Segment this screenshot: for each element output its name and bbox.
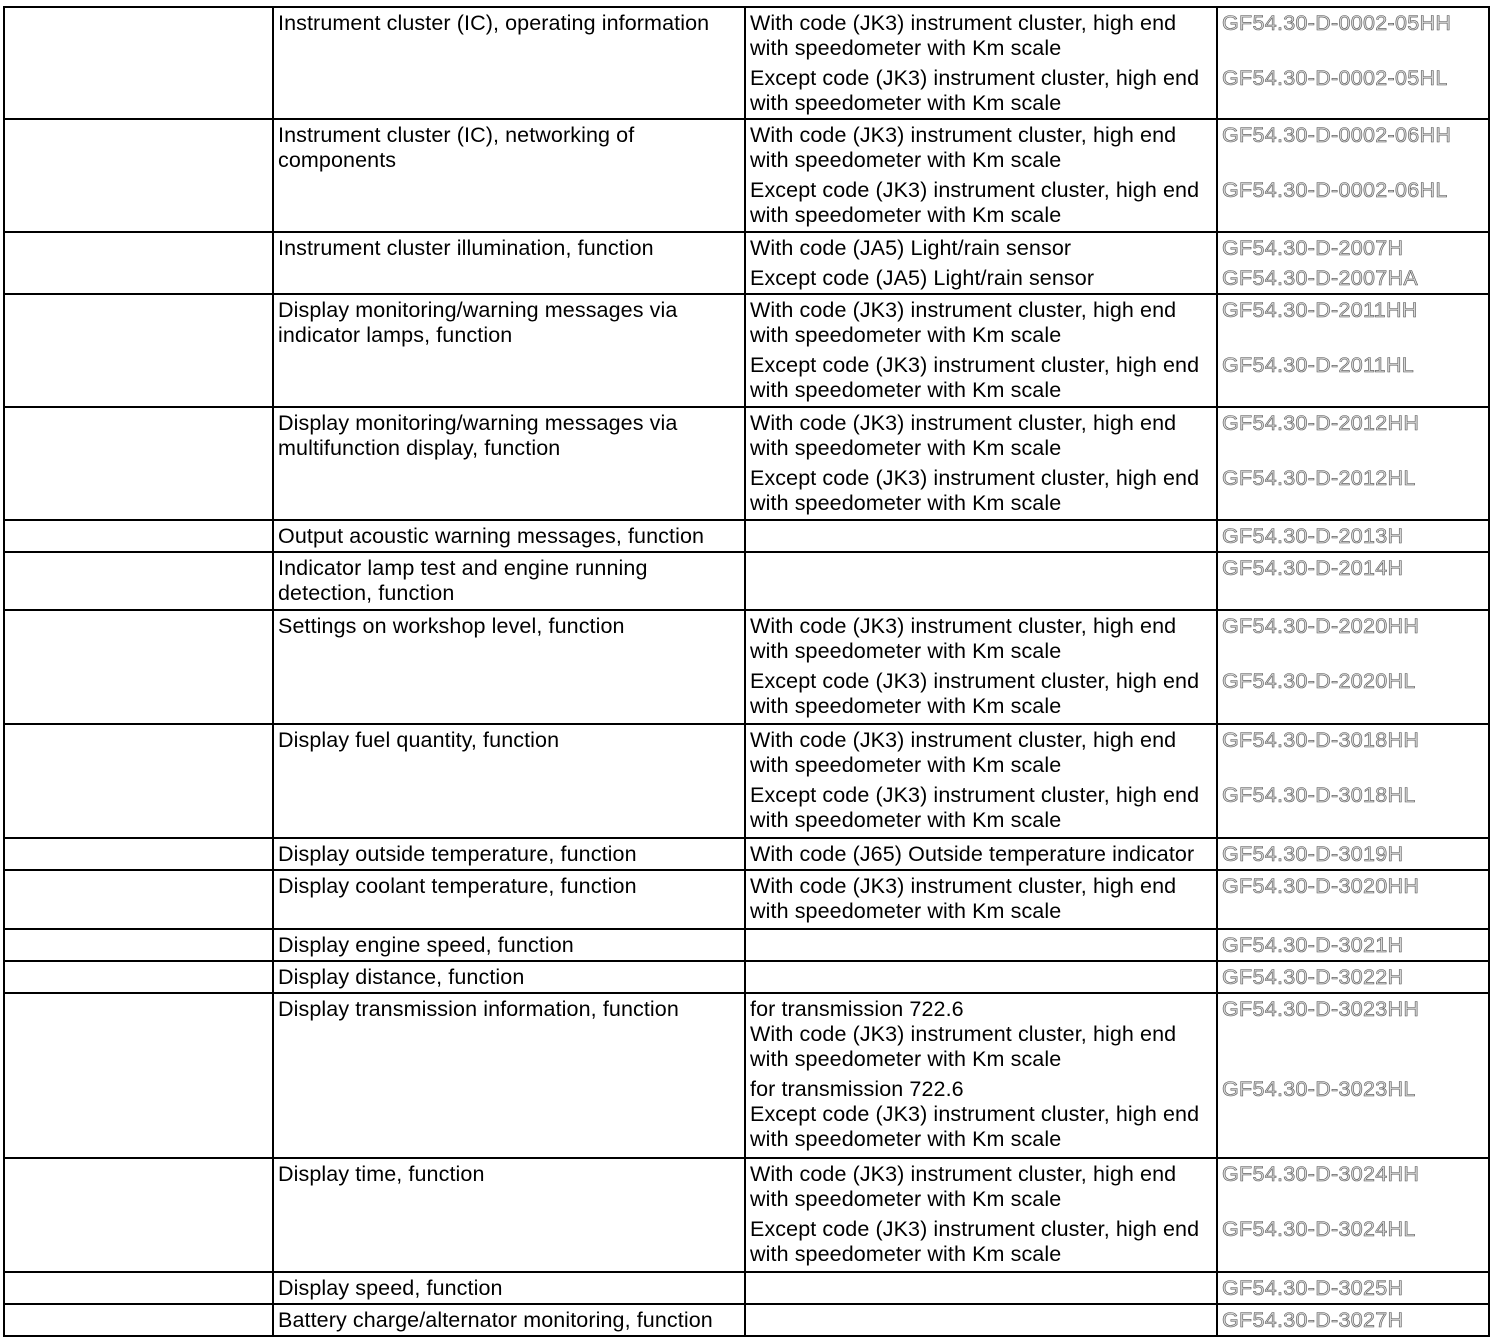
document-reference-link[interactable]: GF54.30-D-3023HL [1222, 1077, 1416, 1101]
document-reference-link[interactable]: GF54.30-D-2007H [1222, 236, 1404, 260]
condition-cell [745, 724, 1217, 838]
condition-block [750, 994, 1212, 1074]
condition-line: with speedometer with Km scale [750, 1047, 1062, 1071]
description-cell: Display transmission information, function [273, 993, 745, 1158]
reference-cell [1217, 7, 1489, 119]
condition-line: With code (JK3) instrument cluster, high end [750, 728, 1177, 752]
condition-block [750, 463, 1212, 518]
description-cell: Display engine speed, function [273, 929, 745, 961]
document-reference-link[interactable]: GF54.30-D-3024HH [1222, 1162, 1420, 1186]
table-row [4, 961, 1489, 993]
empty-cell [4, 520, 273, 552]
condition-cell [745, 929, 1217, 961]
table-row [4, 993, 1489, 1158]
table-row [4, 552, 1489, 610]
condition-line: with speedometer with Km scale [750, 36, 1062, 60]
condition-cell [745, 610, 1217, 724]
empty-cell [4, 870, 273, 929]
description-cell: Display monitoring/warning messages via indicator lamps, function [273, 294, 745, 407]
condition-line: With code (JK3) instrument cluster, high end [750, 1022, 1177, 1046]
reference-cell [1217, 961, 1489, 993]
reference-cell [1217, 520, 1489, 552]
description-cell: Display distance, function [273, 961, 745, 993]
document-reference-link[interactable]: GF54.30-D-2012HL [1222, 466, 1416, 490]
document-reference-link[interactable]: GF54.30-D-2011HL [1222, 353, 1415, 377]
description-cell: Display speed, function [273, 1272, 745, 1304]
reference-cell [1217, 724, 1489, 838]
empty-cell [4, 407, 273, 520]
document-reference-link[interactable]: GF54.30-D-2013H [1222, 524, 1404, 548]
document-reference-link[interactable]: GF54.30-D-0002-06HL [1222, 178, 1448, 202]
document-reference-link[interactable]: GF54.30-D-3025H [1222, 1276, 1404, 1300]
condition-line: Except code (JK3) instrument cluster, high end [750, 66, 1200, 90]
reference-cell [1217, 1304, 1489, 1336]
condition-cell [745, 407, 1217, 520]
empty-cell [4, 1158, 273, 1272]
condition-line: with speedometer with Km scale [750, 91, 1062, 115]
document-reference-link[interactable]: GF54.30-D-3022H [1222, 965, 1404, 989]
condition-line: With code (JK3) instrument cluster, high end [750, 11, 1177, 35]
table-row [4, 119, 1489, 232]
reference-cell [1217, 838, 1489, 870]
condition-block [750, 408, 1212, 463]
table-row [4, 1272, 1489, 1304]
table-row [4, 7, 1489, 119]
condition-block [750, 263, 1212, 293]
empty-cell [4, 119, 273, 232]
condition-block [750, 295, 1212, 350]
reference-cell [1217, 993, 1489, 1158]
condition-block [750, 1159, 1212, 1214]
condition-cell [745, 294, 1217, 407]
description-cell: Display coolant temperature, function [273, 870, 745, 929]
table-body [4, 7, 1489, 1336]
description-cell: Display monitoring/warning messages via multifunction display, function [273, 407, 745, 520]
condition-block [750, 611, 1212, 666]
condition-line: with speedometer with Km scale [750, 753, 1062, 777]
document-reference-link[interactable]: GF54.30-D-3027H [1222, 1308, 1404, 1332]
table-row [4, 1158, 1489, 1272]
condition-cell [745, 232, 1217, 294]
reference-cell [1217, 119, 1489, 232]
condition-line: With code (JK3) instrument cluster, high end [750, 874, 1177, 898]
empty-cell [4, 7, 273, 119]
condition-line: Except code (JK3) instrument cluster, high end [750, 1217, 1200, 1241]
description-cell: Display outside temperature, function [273, 838, 745, 870]
reference-cell [1217, 232, 1489, 294]
condition-cell [745, 7, 1217, 119]
document-reference-link[interactable]: GF54.30-D-3020HH [1222, 874, 1420, 898]
description-cell: Instrument cluster (IC), networking of components [273, 119, 745, 232]
condition-block [750, 8, 1212, 63]
table-row [4, 520, 1489, 552]
table-row [4, 870, 1489, 929]
empty-cell [4, 961, 273, 993]
condition-line: Except code (JK3) instrument cluster, high end [750, 1102, 1200, 1126]
table-row [4, 724, 1489, 838]
condition-cell [745, 1304, 1217, 1336]
condition-line: with speedometer with Km scale [750, 436, 1062, 460]
condition-cell [745, 119, 1217, 232]
condition-block [750, 1074, 1212, 1154]
description-cell: Battery charge/alternator monitoring, function [273, 1304, 745, 1336]
condition-block [750, 175, 1212, 230]
empty-cell [4, 929, 273, 961]
description-cell: Instrument cluster illumination, function [273, 232, 745, 294]
condition-line: Except code (JK3) instrument cluster, high end [750, 669, 1200, 693]
description-cell: Display fuel quantity, function [273, 724, 745, 838]
table-row [4, 294, 1489, 407]
document-reference-link[interactable]: GF54.30-D-2014H [1222, 556, 1404, 580]
reference-cell [1217, 407, 1489, 520]
condition-line: Except code (JK3) instrument cluster, high end [750, 178, 1200, 202]
empty-cell [4, 552, 273, 610]
condition-line: With code (JK3) instrument cluster, high end [750, 411, 1177, 435]
condition-block [750, 63, 1212, 118]
document-reference-link[interactable]: GF54.30-D-3024HL [1222, 1217, 1416, 1241]
condition-line: Except code (JA5) Light/rain sensor [750, 266, 1095, 290]
reference-cell [1217, 929, 1489, 961]
document-reference-link[interactable]: GF54.30-D-0002-06HH [1222, 123, 1452, 147]
reference-cell [1217, 1272, 1489, 1304]
description-cell: Indicator lamp test and engine running detection, function [273, 552, 745, 610]
condition-line: Except code (JK3) instrument cluster, high end [750, 783, 1200, 807]
reference-cell [1217, 1158, 1489, 1272]
condition-block [750, 666, 1212, 721]
condition-line: with speedometer with Km scale [750, 203, 1062, 227]
condition-block [750, 233, 1212, 263]
condition-line: with speedometer with Km scale [750, 491, 1062, 515]
document-reference-link[interactable]: GF54.30-D-2020HH [1222, 614, 1420, 638]
condition-line: with speedometer with Km scale [750, 1187, 1062, 1211]
condition-line: with speedometer with Km scale [750, 899, 1062, 923]
reference-cell [1217, 610, 1489, 724]
condition-line: with speedometer with Km scale [750, 694, 1062, 718]
condition-cell [745, 1272, 1217, 1304]
table-row [4, 610, 1489, 724]
table-row [4, 1304, 1489, 1336]
condition-block [750, 1214, 1212, 1269]
condition-line: for transmission 722.6 [750, 1077, 964, 1101]
document-reference-link[interactable]: GF54.30-D-2011HH [1222, 298, 1418, 322]
reference-cell [1217, 294, 1489, 407]
document-reference-link[interactable]: GF54.30-D-2020HL [1222, 669, 1416, 693]
table-row [4, 232, 1489, 294]
condition-line: for transmission 722.6 [750, 997, 964, 1021]
document-reference-link[interactable]: GF54.30-D-3018HH [1222, 728, 1420, 752]
table-row [4, 407, 1489, 520]
empty-cell [4, 294, 273, 407]
condition-line: with speedometer with Km scale [750, 639, 1062, 663]
document-reference-link[interactable]: GF54.30-D-3021H [1222, 933, 1404, 957]
document-reference-link[interactable]: GF54.30-D-2007HA [1222, 266, 1419, 290]
condition-line: Except code (JK3) instrument cluster, high end [750, 466, 1200, 490]
empty-cell [4, 1272, 273, 1304]
empty-cell [4, 610, 273, 724]
condition-line: with speedometer with Km scale [750, 1127, 1062, 1151]
empty-cell [4, 724, 273, 838]
condition-cell [745, 552, 1217, 610]
empty-cell [4, 993, 273, 1158]
document-reference-link[interactable]: GF54.30-D-3019H [1222, 842, 1404, 866]
document-reference-link[interactable]: GF54.30-D-2012HH [1222, 411, 1420, 435]
condition-line: With code (JK3) instrument cluster, high end [750, 1162, 1177, 1186]
condition-line: With code (JK3) instrument cluster, high end [750, 614, 1177, 638]
condition-cell [745, 520, 1217, 552]
empty-cell [4, 838, 273, 870]
empty-cell [4, 232, 273, 294]
document-reference-link[interactable]: GF54.30-D-0002-05HL [1222, 66, 1448, 90]
reference-cell [1217, 870, 1489, 929]
document-reference-link[interactable]: GF54.30-D-3018HL [1222, 783, 1416, 807]
condition-line: with speedometer with Km scale [750, 323, 1062, 347]
condition-line: With code (JK3) instrument cluster, high end [750, 298, 1177, 322]
condition-block [750, 780, 1212, 835]
condition-line: With code (J65) Outside temperature indicator [750, 842, 1195, 866]
condition-line: Except code (JK3) instrument cluster, high end [750, 353, 1200, 377]
condition-line: with speedometer with Km scale [750, 1242, 1062, 1266]
description-cell: Display time, function [273, 1158, 745, 1272]
condition-line: with speedometer with Km scale [750, 148, 1062, 172]
description-cell: Output acoustic warning messages, function [273, 520, 745, 552]
condition-cell [745, 838, 1217, 870]
description-cell: Instrument cluster (IC), operating information [273, 7, 745, 119]
condition-line: With code (JK3) instrument cluster, high end [750, 123, 1177, 147]
reference-cell [1217, 552, 1489, 610]
condition-line: With code (JA5) Light/rain sensor [750, 236, 1072, 260]
condition-cell [745, 1158, 1217, 1272]
condition-block [750, 839, 1212, 869]
condition-cell [745, 870, 1217, 929]
condition-cell [745, 993, 1217, 1158]
table-row [4, 838, 1489, 870]
condition-line: with speedometer with Km scale [750, 378, 1062, 402]
document-table [3, 6, 1490, 1337]
condition-block [750, 120, 1212, 175]
empty-cell [4, 1304, 273, 1336]
document-reference-link[interactable]: GF54.30-D-3023HH [1222, 997, 1420, 1021]
condition-line: with speedometer with Km scale [750, 808, 1062, 832]
table-row [4, 929, 1489, 961]
condition-cell [745, 961, 1217, 993]
condition-block [750, 350, 1212, 405]
description-cell: Settings on workshop level, function [273, 610, 745, 724]
document-reference-link[interactable]: GF54.30-D-0002-05HH [1222, 11, 1452, 35]
condition-block [750, 725, 1212, 780]
condition-block [750, 871, 1212, 926]
